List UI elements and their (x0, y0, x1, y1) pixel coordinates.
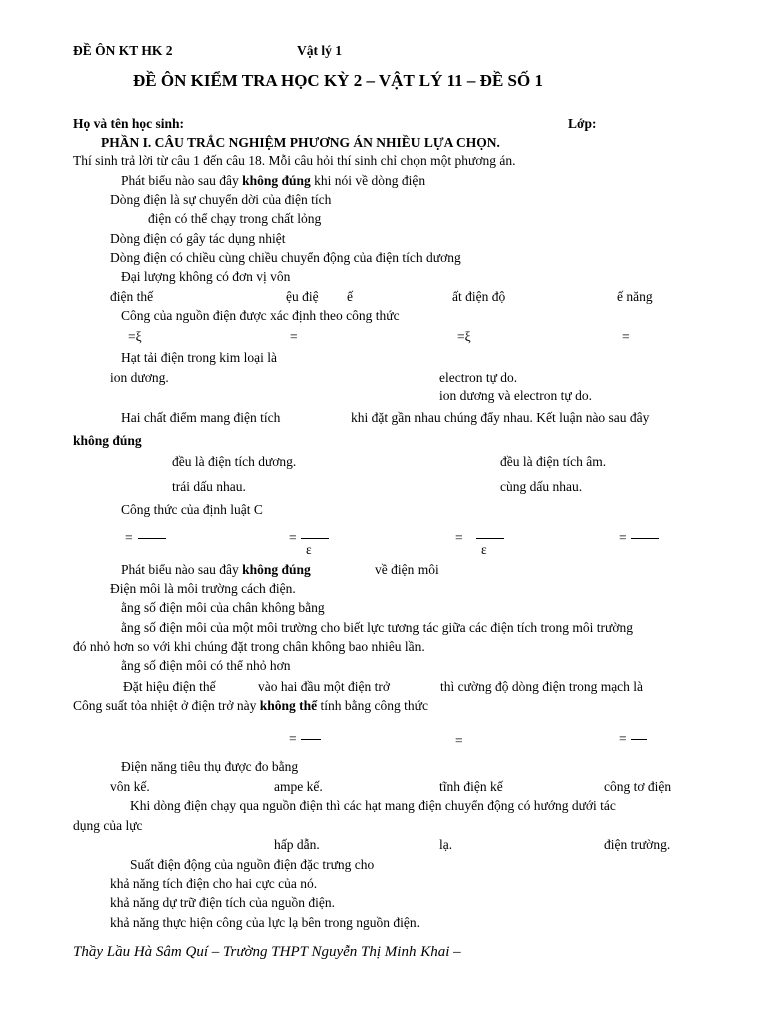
q8-stem-b: vào hai đầu một điện trở (258, 679, 390, 694)
q4-option-a: ion dương. (110, 370, 169, 385)
q5-stem-b: khi đặt gần nhau chúng đẩy nhau. Kết luận nào sau đây (351, 410, 650, 425)
exam-title: ĐỀ ÔN KIỂM TRA HỌC KỲ 2 – VẬT LÝ 11 – ĐỀ SỐ 1 (133, 71, 543, 90)
q10-stem-line2: dụng của lực (73, 818, 143, 833)
q8-line2-pre: Công suất tỏa nhiệt ở điện trở này (73, 698, 260, 713)
q2-option-c: ế (347, 289, 353, 304)
footer-text: Thầy Lầu Hà Sâm Quí – Trường THPT Nguyễn Thị Minh Khai – (73, 944, 461, 960)
q1-stem-pre: Phát biểu nào sau đây (121, 173, 243, 188)
q6-c-fraction-bar (476, 538, 504, 539)
q7-stem (121, 562, 311, 578)
q5-stem-bold: không đúng (73, 433, 142, 448)
q8-line2-post: tính bằng công thức (317, 698, 428, 713)
q8-option-d: = (619, 731, 627, 746)
q9-option-d: công tơ điện (604, 779, 672, 794)
q11-option-c: khả năng thực hiện công của lực lạ bên trong nguồn điện. (110, 915, 421, 930)
q1-stem-bold: không đúng (242, 173, 311, 188)
q8-stem-line2 (73, 698, 428, 714)
q8-stem-c: thì cường độ dòng điện trong mạch là (440, 679, 644, 694)
q10-stem-line1: Khi dòng điện chạy qua nguồn điện thì các hạt mang điện chuyển động có hướng dưới tác (130, 798, 616, 813)
q5-option-c: trái dấu nhau. (172, 479, 246, 494)
q3-option-c: =ξ (457, 329, 471, 344)
q4-option-c: ion dương và electron tự do. (439, 388, 592, 403)
q2-option-d: ất điện độ (452, 289, 506, 304)
q8-stem-a: Đặt hiệu điện thế (123, 679, 216, 694)
q5-stem-a: Hai chất điểm mang điện tích (121, 410, 281, 425)
q7-option-c-line2: đó nhỏ hơn so với khi chúng đặt trong chân không bao nhiêu lần. (73, 639, 425, 654)
q1-stem (121, 173, 425, 189)
q7-option-a: Điện môi là môi trường cách điện. (110, 581, 296, 596)
q10-option-b: hấp dẫn. (274, 837, 320, 852)
q10-option-d: điện trường. (604, 837, 671, 852)
subject-label: Vật lý 1 (297, 43, 342, 58)
q2-option-b: ệu điệ (286, 289, 319, 304)
q6-d-fraction-bar (631, 538, 659, 539)
q3-stem: Công của nguồn điện được xác định theo công thức (121, 308, 400, 323)
q1-option-d: Dòng điện có chiều cùng chiều chuyển động của điện tích dương (110, 250, 461, 265)
q11-stem: Suất điện động của nguồn điện đặc trưng cho (130, 857, 375, 872)
q6-option-b: = (289, 530, 297, 545)
q1-stem-post: khi nói về dòng điện (310, 173, 426, 188)
exam-code: ĐỀ ÔN KT HK 2 (73, 43, 173, 58)
q6-option-c: = (455, 530, 463, 545)
q6-b-fraction-bar (301, 538, 329, 539)
q2-option-a: điện thế (110, 289, 154, 304)
q7-stem-post: về điện môi (375, 562, 439, 577)
q7-option-c-line1: ằng số điện môi của một môi trường cho biết lực tương tác giữa các điện tích trong môi trường (121, 620, 634, 635)
q11-option-b: khả năng dự trữ điện tích của nguồn điện. (110, 895, 335, 910)
q8-line2-bold: không thể (259, 698, 318, 713)
q8-b-fraction-bar (301, 739, 321, 740)
q3-option-a: =ξ (128, 329, 142, 344)
q10-option-c: lạ. (439, 837, 453, 852)
section-title: PHẦN I. CÂU TRẮC NGHIỆM PHƯƠNG ÁN NHIỀU LỰA CHỌN. (101, 135, 500, 150)
q9-option-c: tĩnh điện kế (439, 779, 503, 794)
q3-option-b: = (290, 329, 298, 344)
q1-option-a: Dòng điện là sự chuyển dời của điện tích (110, 192, 332, 207)
q6-option-d: = (619, 530, 627, 545)
q7-stem-bold: không đúng (242, 562, 311, 577)
q5-option-a: đều là điện tích dương. (172, 454, 297, 469)
q9-stem: Điện năng tiêu thụ được đo bằng (121, 759, 299, 774)
q6-c-denominator: ε (481, 542, 487, 557)
q2-option-e: ế năng (617, 289, 653, 304)
q7-stem-pre: Phát biểu nào sau đây (121, 562, 243, 577)
q9-option-b: ampe kế. (274, 779, 323, 794)
q7-option-d: ằng số điện môi có thể nhỏ hơn (121, 658, 291, 673)
q1-option-b: điện có thể chạy trong chất lỏng (148, 211, 322, 226)
q1-option-c: Dòng điện có gây tác dụng nhiệt (110, 231, 286, 246)
q6-a-fraction-bar (138, 538, 166, 539)
student-name-label: Họ và tên học sinh: (73, 116, 185, 131)
q6-option-a: = (125, 530, 133, 545)
q3-option-d: = (622, 329, 630, 344)
q5-option-b: đều là điện tích âm. (500, 454, 607, 469)
q8-option-c: = (455, 733, 463, 748)
q8-option-b: = (289, 731, 297, 746)
q9-option-a: vôn kế. (110, 779, 150, 794)
q6-b-denominator: ε (306, 542, 312, 557)
q6-stem: Công thức của định luật C (121, 502, 263, 517)
q8-d-fraction-bar (631, 739, 647, 740)
q4-option-b: electron tự do. (439, 370, 518, 385)
q7-option-b: ằng số điện môi của chân không bằng (121, 600, 325, 615)
class-label: Lớp: (568, 116, 597, 131)
q4-stem: Hạt tải điện trong kim loại là (121, 350, 277, 365)
section-instruction: Thí sinh trả lời từ câu 1 đến câu 18. Mỗi câu hỏi thí sinh chỉ chọn một phương án. (73, 153, 516, 168)
q5-option-d: cùng dấu nhau. (500, 479, 583, 494)
q2-stem: Đại lượng không có đơn vị vôn (121, 269, 291, 284)
q11-option-a: khả năng tích điện cho hai cực của nó. (110, 876, 318, 891)
